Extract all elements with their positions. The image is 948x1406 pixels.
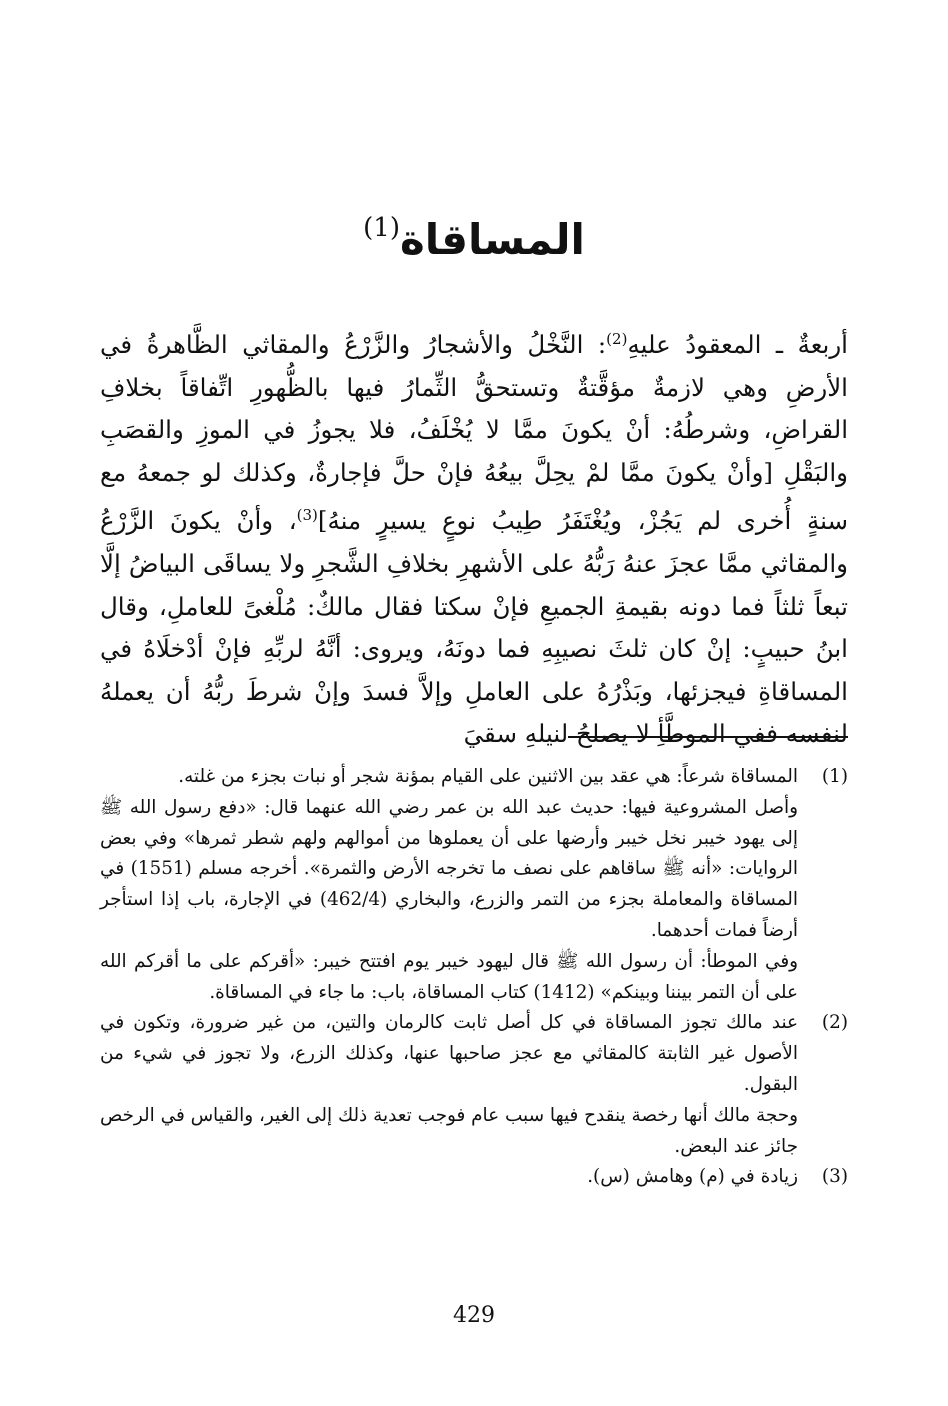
chapter-title-text: المساقاة bbox=[399, 215, 585, 265]
chapter-title bbox=[0, 198, 948, 270]
footnotes bbox=[100, 762, 848, 1193]
page-number: 429 bbox=[453, 1303, 495, 1328]
footnote-3 bbox=[100, 1162, 848, 1193]
main-text-part-2: : النَّخْلُ والأشجارُ والزَّرْعُ والمقاثي الظَّاهرةُ في الأرضِ وهي لازمةٌ مؤقَّتةٌ وتستحقُّ الثِّمارُ فيها بالظُّهورِ اتِّفاقاً بخلافِ القراضِ، وشرطُهُ: أنْ يكونَ ممَّا لا يُخْلَفُ، فلا يجوزُ في الموزِ والقصَبِ والبَقْلِ [وأنْ يكونَ ممَّا لمْ يحِلَّ بيعُهُ فإنْ حلَّ فإجارةٌ، وكذلك لو جمعهُ مع سنةٍ أُخرى لم يَجُزْ، ويُغْتَفَرُ طِيبُ نوعٍ يسيرٍ منهُ] bbox=[100, 330, 849, 536]
footnote-paragraph: وحجة مالك أنها رخصة ينقدح فيها سبب عام فوجب تعدية ذلك إلى الغير، والقياس في الرخص جائز عند البعض. bbox=[100, 1104, 798, 1157]
footnote-paragraph: المساقاة شرعاً: هي عقد بين الاثنين على القيام بمؤنة شجر أو نبات بجزء من غلته. bbox=[178, 766, 798, 787]
chapter-title-footnote-ref: (1) bbox=[363, 213, 400, 244]
footnote-number: (3) bbox=[821, 1166, 848, 1188]
footnote-paragraph: زيادة في (م) وهامش (س). bbox=[587, 1166, 798, 1188]
footnote-2 bbox=[100, 1008, 848, 1162]
footnote-paragraph: وفي الموطأ: أن رسول الله ﷺ قال ليهود خيبر يوم افتتح خيبر: «أقركم على ما أقركم الله على أن التمر بيننا وبينكم» (1412) كتاب المساقاة، باب: ما جاء في المساقاة. bbox=[100, 950, 798, 1003]
footnote-ref-3: (3) bbox=[296, 506, 318, 525]
footnote-paragraph: عند مالك تجوز المساقاة في كل أصل ثابت كالرمان والتين، من غير ضرورة، وتكون في الأصول غير الثابتة كالمقاثي مع عجز صاحبها عنها، وكذلك الزرع، ولا تجوز في شيء من البقول. bbox=[100, 1012, 798, 1095]
main-text-part-1: أربعةٌ ـ المعقودُ عليهِ bbox=[627, 330, 848, 359]
footnote-paragraph: وأصل المشروعية فيها: حديث عبد الله بن عمر رضي الله عنهما قال: «دفع رسول الله ﷺ إلى يهود خيبر نخل خيبر وأرضها على أن يعملوها من أموالهم ولهم شطر ثمرها» وفي بعض الروايات: «أنه ﷺ ساقاهم على نصف ما تخرجه الأرض والثمرة». أخرجه مسلم (1551) في المساقاة والمعاملة بجزء من التمر والزرع، والبخاري (462/4) في الإجارة، باب إذا استأجر أرضاً فمات أحدهما. bbox=[100, 796, 798, 941]
footnote-number: (1) bbox=[821, 766, 848, 787]
footnote-ref-2: (2) bbox=[606, 330, 628, 348]
footnote-1 bbox=[100, 762, 848, 1008]
footnote-number: (2) bbox=[821, 1012, 848, 1034]
footnote-separator bbox=[568, 736, 848, 738]
main-text bbox=[100, 318, 848, 756]
main-text-part-3: ، وأنْ يكونَ الزَّرْعُ والمقاثي ممَّا عجزَ عنهُ رَبُّهُ على الأشهرِ بخلافِ الشَّجرِ ولا يساقَى البياضُ إلَّا تبعاً ثلثاً فما دونه بقيمةِ الجميعِ فإنْ سكتا فقال مالكٌ: مُلْغىً للعاملِ، وقال ابنُ حبيبٍ: إنْ كان ثلثَ نصيبِهِ فما دونَهُ، ويروى: أنَّهُ لربِّهِ فإنْ أدْخلَاهُ في المساقاةِ فيجزئها، وبَذْرُهُ على العاملِ وإلاَّ فسدَ وإنْ شرطَ ربُّهُ أن يعملهُ لنفسه ففي الموطَّأِ لا يصلحُ لنيلهِ سقيَ bbox=[100, 506, 848, 749]
